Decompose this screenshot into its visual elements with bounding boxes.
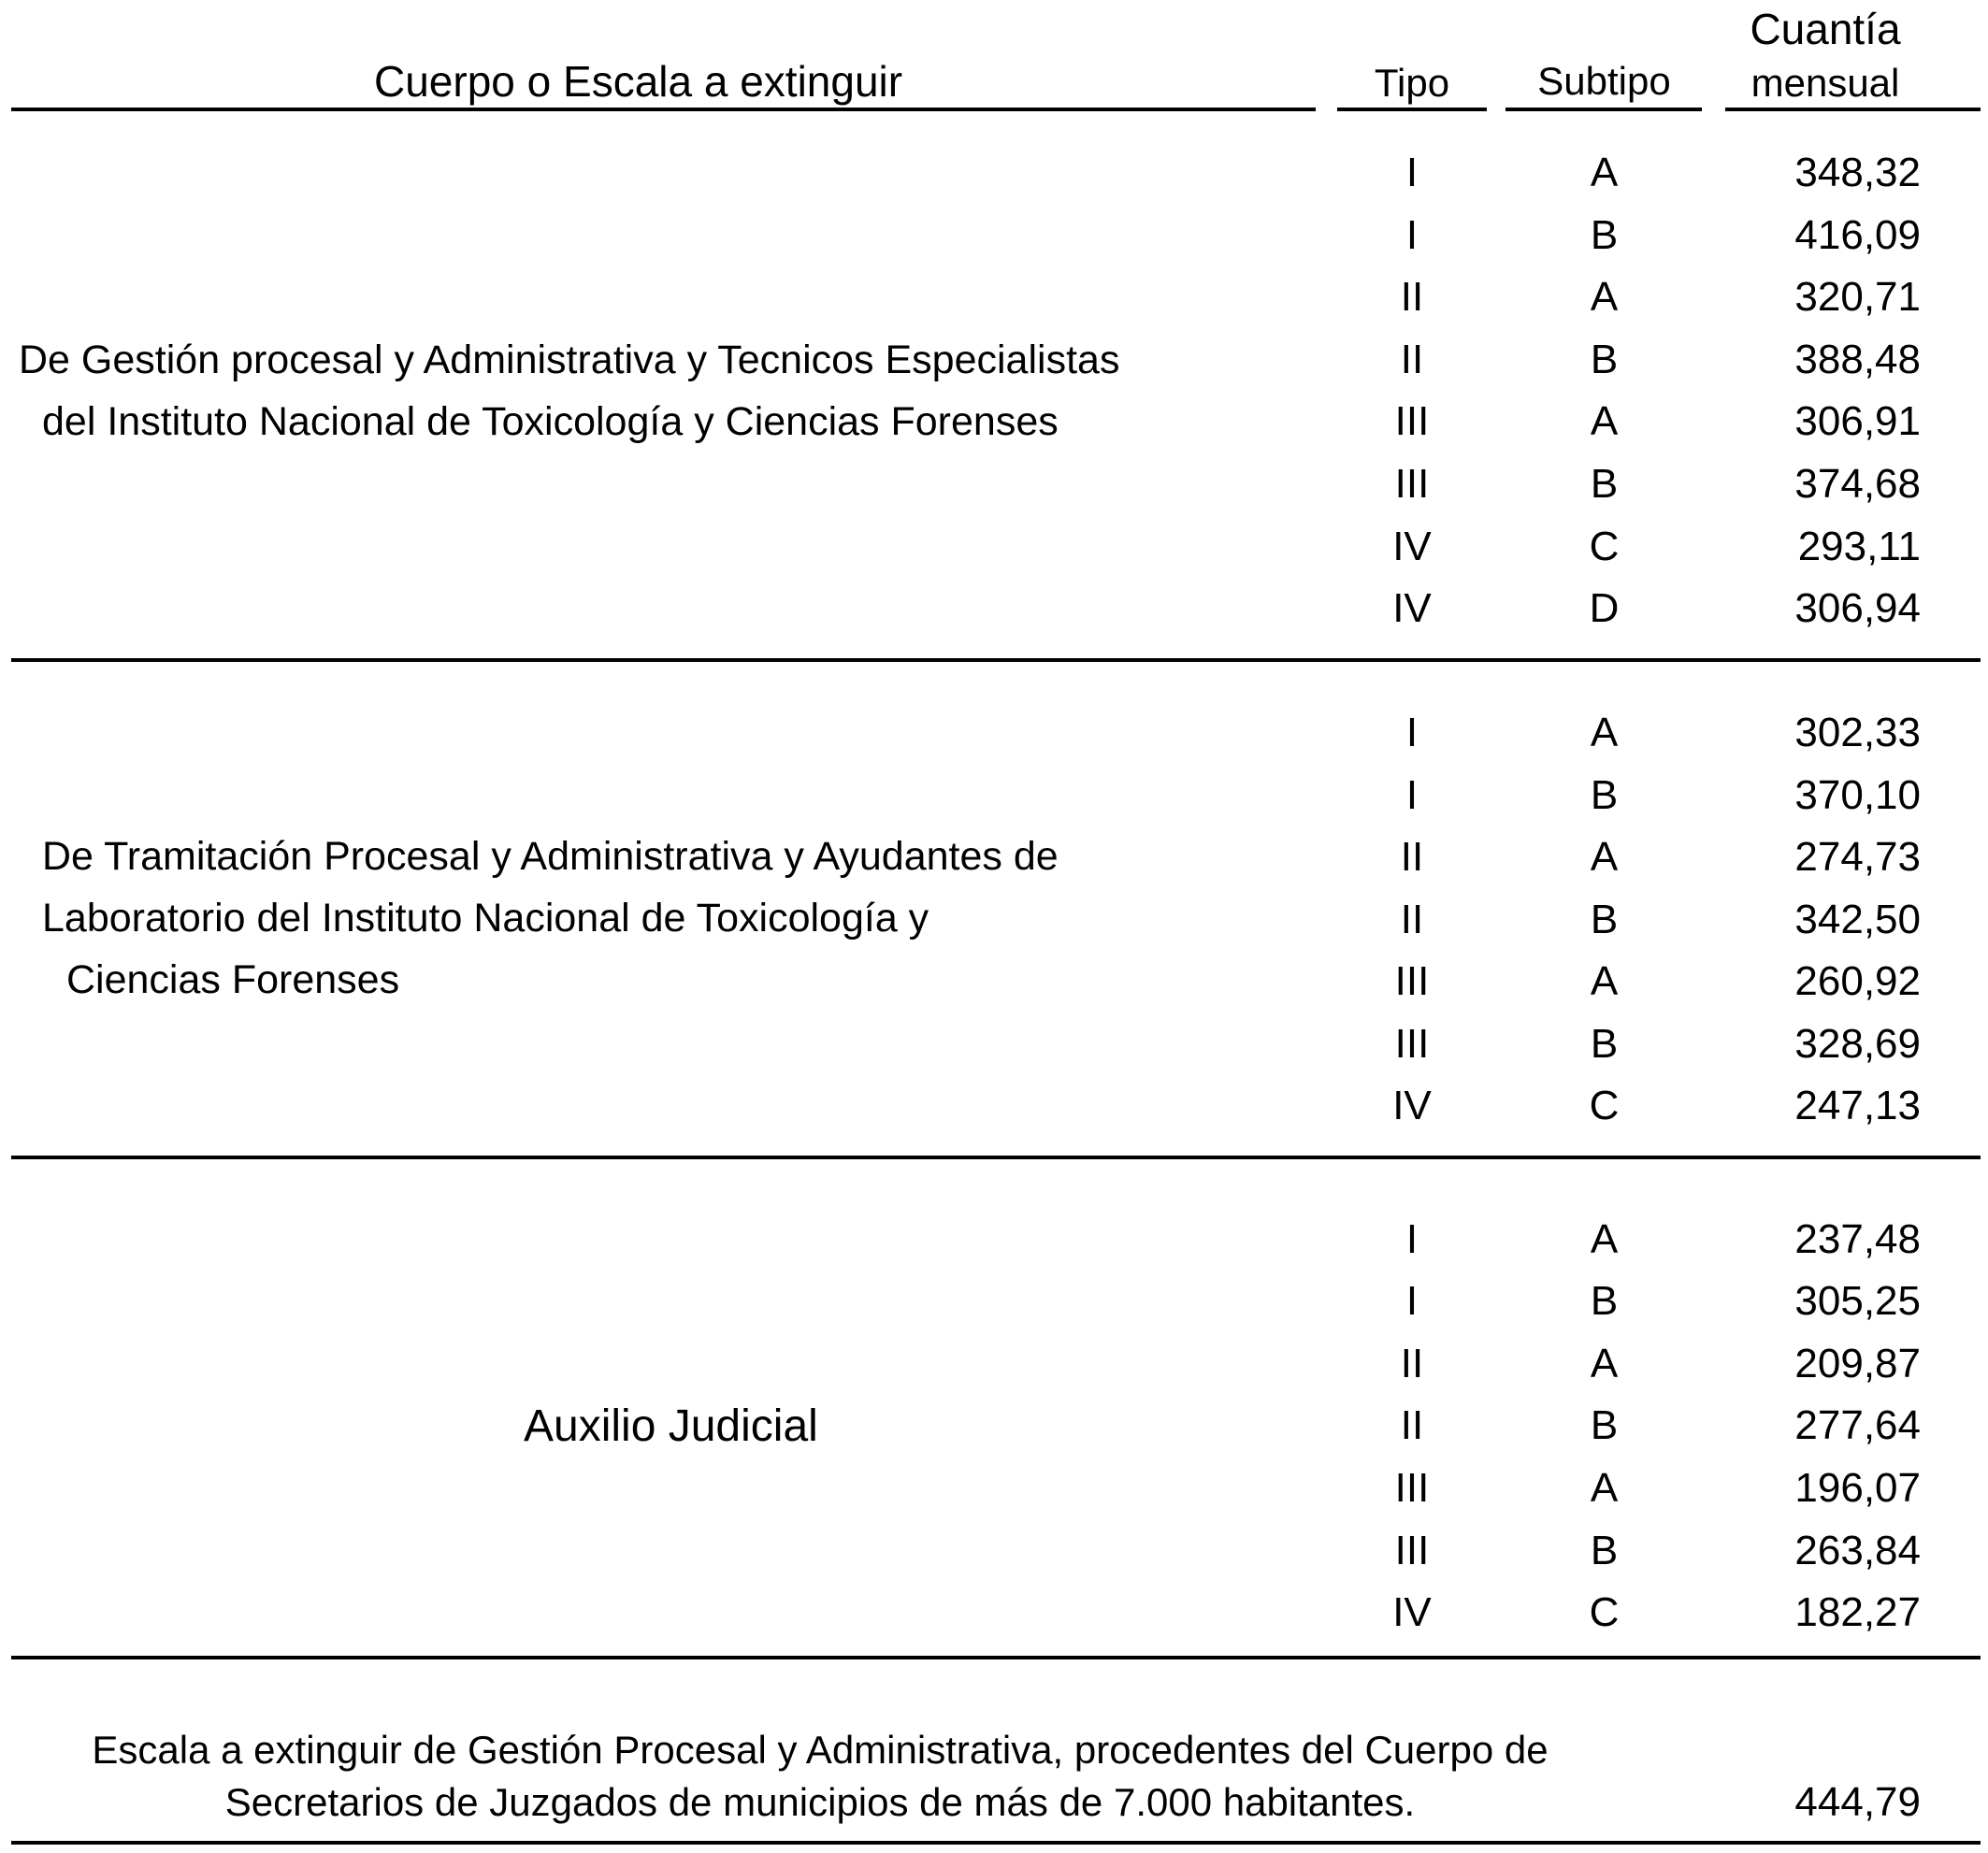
cell-subtipo: A [1590,398,1619,444]
cell-cuantia: 320,71 [1794,274,1921,320]
cell-cuantia: 306,91 [1794,398,1921,444]
cell-subtipo: B [1590,212,1619,258]
header-rule-tipo [1337,108,1487,111]
cell-cuantia: 277,64 [1794,1402,1921,1448]
group-label-line: Auxilio Judicial [524,1401,818,1451]
final-label-line: Secretarios de Juzgados de municipios de más de 7.000 habitantes. [224,1780,1416,1824]
cell-subtipo: B [1590,897,1619,942]
cell-tipo: IV [1392,1083,1432,1128]
cell-cuantia: 306,94 [1794,585,1921,631]
header-cuantia-line2: mensual [1750,61,1900,105]
cell-tipo: III [1394,1021,1430,1067]
cell-cuantia: 370,10 [1794,772,1921,818]
header-subtipo: Subtipo [1537,59,1671,103]
group-label-line: del Instituto Nacional de Toxicología y Ciencias Forenses [42,399,1059,444]
cell-tipo: I [1405,772,1419,818]
cell-tipo: IV [1392,585,1432,631]
header-rule-cuerpo [11,108,1316,111]
cell-subtipo: B [1590,337,1619,382]
cell-tipo: II [1400,337,1424,382]
cell-cuantia: 209,87 [1794,1341,1921,1386]
cell-subtipo: B [1590,772,1619,818]
cell-tipo: IV [1392,1589,1432,1635]
cell-tipo: I [1405,1278,1419,1324]
cell-tipo: III [1394,398,1430,444]
cell-cuantia: 305,25 [1794,1278,1921,1324]
cell-cuantia: 274,73 [1794,834,1921,880]
cell-subtipo: A [1590,274,1619,320]
cell-subtipo: C [1589,524,1620,569]
group-divider [11,1656,1981,1659]
cell-tipo: I [1405,1216,1419,1262]
cell-cuantia: 247,13 [1794,1083,1921,1128]
group-label-line: Ciencias Forenses [66,957,400,1002]
cell-tipo: II [1400,274,1424,320]
cell-tipo: I [1405,150,1419,195]
cell-tipo: II [1400,897,1424,942]
cell-tipo: II [1400,834,1424,880]
cell-tipo: III [1394,958,1430,1004]
cell-subtipo: D [1589,585,1620,631]
cell-cuantia: 196,07 [1794,1465,1921,1511]
header-tipo: Tipo [1374,61,1450,105]
cell-tipo: II [1400,1341,1424,1386]
header-rule-cuantia [1725,108,1981,111]
cell-cuantia: 342,50 [1794,897,1921,942]
cell-subtipo: A [1590,150,1619,195]
cell-tipo: I [1405,212,1419,258]
cell-cuantia: 388,48 [1794,337,1921,382]
cell-subtipo: B [1590,1402,1619,1448]
cell-cuantia: 348,32 [1794,150,1921,195]
cell-subtipo: A [1590,958,1619,1004]
cell-subtipo: C [1589,1083,1620,1128]
cell-subtipo: B [1590,461,1619,507]
cell-subtipo: B [1590,1528,1619,1573]
cell-cuantia: 328,69 [1794,1021,1921,1067]
cell-subtipo: A [1590,710,1619,755]
cell-cuantia: 374,68 [1794,461,1921,507]
cell-subtipo: A [1590,1341,1619,1386]
header-cuantia-line1: Cuantía [1750,5,1901,53]
cell-tipo: III [1394,1465,1430,1511]
cell-tipo: IV [1392,524,1432,569]
cell-subtipo: B [1590,1021,1619,1067]
final-label-line: Escala a extinguir de Gestión Procesal y Administrativa, procedentes del Cuerpo de [92,1728,1549,1772]
cell-subtipo: B [1590,1278,1619,1324]
cell-cuantia: 293,11 [1797,524,1921,569]
cell-subtipo: C [1589,1589,1620,1635]
cell-cuantia: 182,27 [1794,1589,1921,1635]
cell-tipo: I [1405,710,1419,755]
group-label-line: De Gestión procesal y Administrativa y Tecnicos Especialistas [19,338,1120,382]
final-cuantia: 444,79 [1794,1779,1921,1825]
cell-cuantia: 263,84 [1794,1528,1921,1573]
cell-cuantia: 302,33 [1794,710,1921,755]
cell-tipo: III [1394,461,1430,507]
cell-subtipo: A [1590,834,1619,880]
cell-tipo: III [1394,1528,1430,1573]
cell-subtipo: A [1590,1216,1619,1262]
header-cuerpo: Cuerpo o Escala a extinguir [374,57,903,106]
bottom-rule [11,1841,1981,1845]
group-label-line: Laboratorio del Instituto Nacional de Toxicología y [42,896,929,941]
header-rule-subtipo [1505,108,1702,111]
group-divider [11,658,1981,662]
group-label-line: De Tramitación Procesal y Administrativa y Ayudantes de [42,834,1059,879]
group-divider [11,1156,1981,1159]
cell-cuantia: 237,48 [1794,1216,1921,1262]
cell-tipo: II [1400,1402,1424,1448]
cell-cuantia: 260,92 [1794,958,1921,1004]
cell-subtipo: A [1590,1465,1619,1511]
cell-cuantia: 416,09 [1794,212,1921,258]
